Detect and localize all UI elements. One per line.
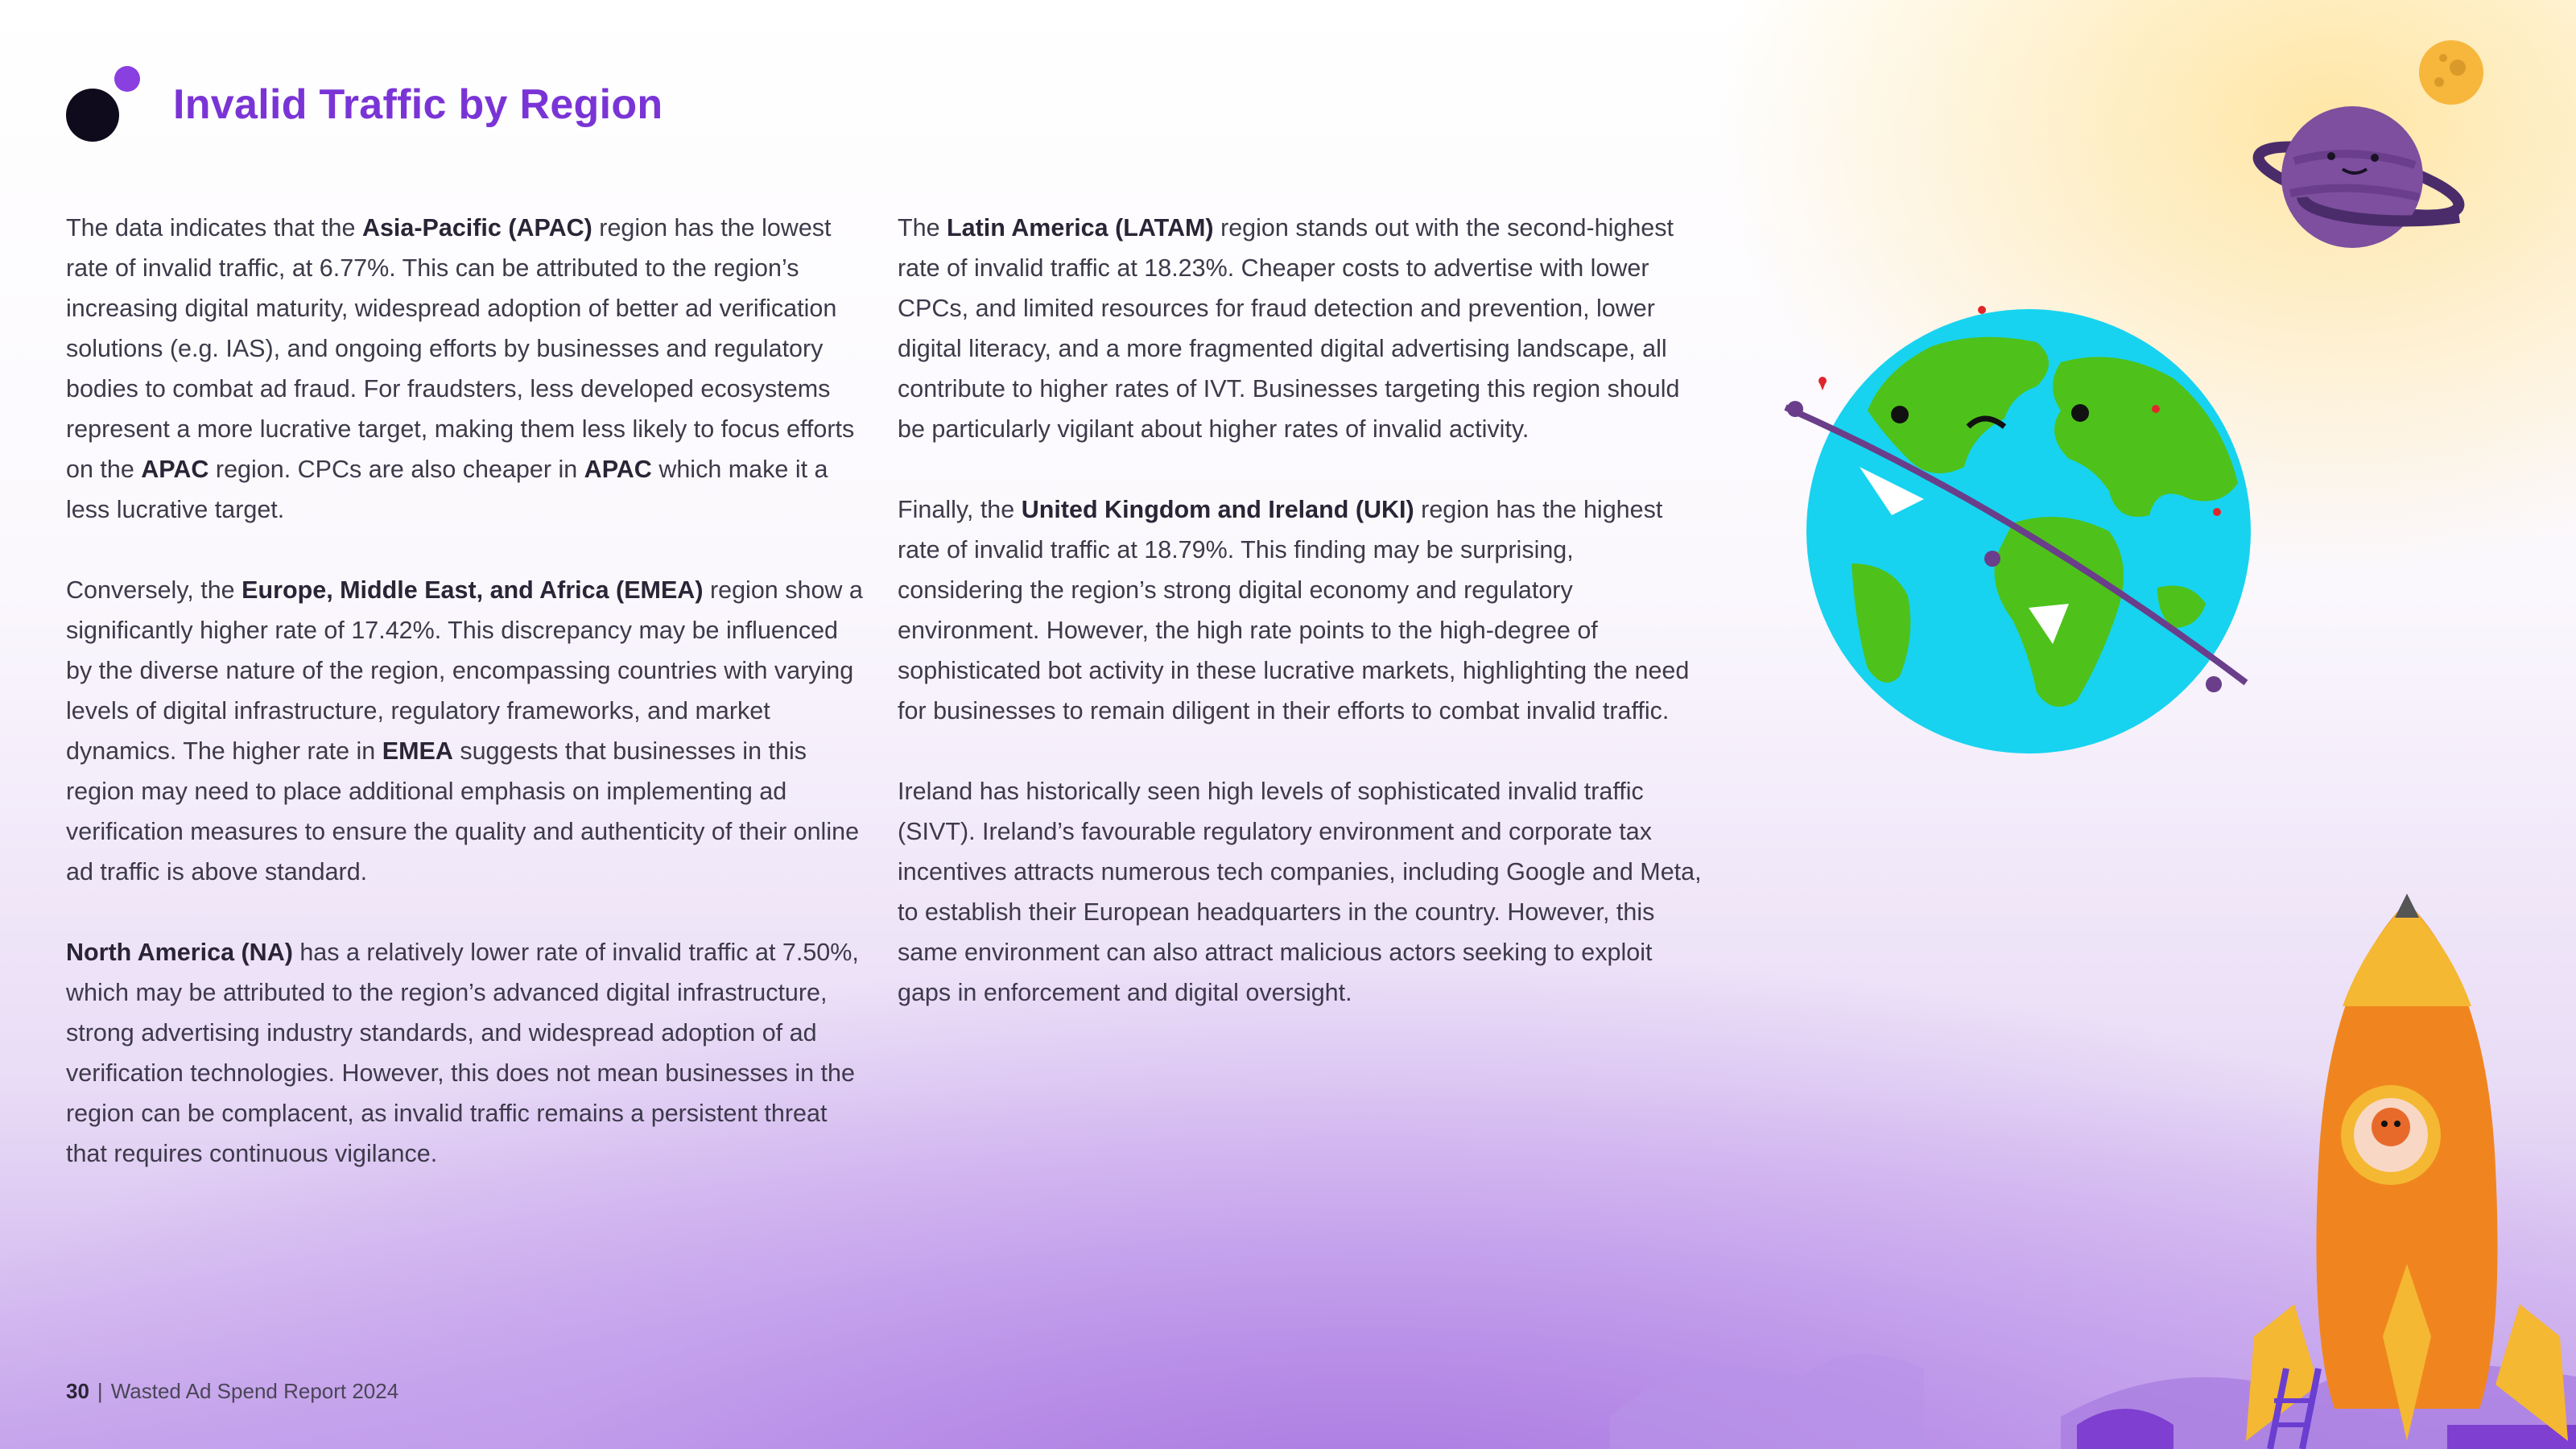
apac-region-label: Asia-Pacific (APAC) [361, 214, 592, 242]
text: Finally, the [898, 496, 1022, 523]
footer-separator: | [97, 1379, 103, 1403]
logo-dot-large [66, 89, 119, 142]
page-number: 30 [66, 1379, 89, 1403]
apac-label: APAC [141, 456, 209, 483]
text: The data indicates that the [66, 214, 362, 242]
apac-label: APAC [584, 456, 652, 483]
report-name: Wasted Ad Spend Report 2024 [110, 1379, 399, 1403]
text: The [898, 214, 947, 242]
emea-paragraph [66, 570, 863, 892]
left-text-column [66, 208, 863, 1214]
ringed-planet-illustration [2238, 97, 2479, 258]
text: region stands out with the second-highest rate of invalid traffic at 18.23%. Cheaper costs to advertise with lower CPCs, and limited resources for fraud detection and prevention, lower digital literacy, and a more fragmented digital advertising landscape, all contribute to higher rates of IVT. Businesses targeting this region should be particularly vigilant about higher rates of invalid activity. [898, 214, 1680, 443]
text: suggests that businesses in this region may need to place additional emphasis on implementing ad verification measures to ensure the quality and authenticity of their online ad traffic is above standard. [66, 737, 860, 886]
text: which make it a less lucrative target. [66, 456, 828, 523]
text: Ireland has historically seen high levels of sophisticated invalid traffic (SIVT). Ireland’s favourable regulatory environment and corporate tax incentives attracts numerous tech companies, including Google and Meta, to establish their European headquarters in the country. However, this same environment can also attract malicious actors seeking to exploit gaps in enforcement and digital oversight. [898, 778, 1702, 1006]
latam-region-label: Latin America (LATAM) [947, 214, 1214, 242]
text: region show a significantly higher rate of 17.42%. This discrepancy may be influenced by the diverse nature of the region, encompassing countries with varying levels of digital infrastructure, regulatory frameworks, and market dynamics. The higher rate in [66, 576, 863, 765]
footer [66, 1379, 398, 1404]
earth-illustration [1771, 298, 2270, 765]
uki-region-label: United Kingdom and Ireland (UKI) [1021, 496, 1414, 523]
emea-region-label: Europe, Middle East, and Africa (EMEA) [242, 576, 704, 604]
text: region has the highest rate of invalid traffic at 18.79%. This finding may be surprising, considering the region’s strong digital economy and regulatory environment. However, the high rate points to the high-degree of sophisticated bot activity in these lucrative markets, highlighting the need for businesses to remain diligent in their efforts to combat invalid traffic. [898, 496, 1690, 724]
text: Conversely, the [66, 576, 242, 604]
text: has a relatively lower rate of invalid traffic at 7.50%, which may be attributed to the region’s advanced digital infrastructure, strong advertising industry standards, and widespread adoption of ad verification technologies. However, this does not mean businesses in the region can be complacent, as invalid traffic remains a persistent threat that requires continuous vigilance. [66, 939, 859, 1167]
uki-paragraph [898, 489, 1703, 731]
ireland-paragraph [898, 771, 1703, 1013]
apac-paragraph [66, 208, 863, 530]
text: region. CPCs are also cheaper in [208, 456, 584, 483]
text: region has the lowest rate of invalid traffic, at 6.77%. This can be attributed to the region’s increasing digital maturity, widespread adoption of better ad verification solutions (e.g. IAS), and ongoing efforts by businesses and regulatory bodies to combat ad fraud. For fraudsters, less developed ecosystems represent a more lucrative target, making them less likely to focus efforts on the [66, 214, 855, 483]
na-region-label: North America (NA) [66, 939, 293, 966]
latam-paragraph [898, 208, 1703, 449]
na-paragraph [66, 932, 863, 1174]
logo-dot-small [114, 66, 140, 92]
rocket-illustration [2238, 886, 2576, 1449]
right-text-column [898, 208, 1703, 1053]
page-title: Invalid Traffic by Region [173, 81, 663, 128]
emea-label: EMEA [382, 737, 453, 765]
